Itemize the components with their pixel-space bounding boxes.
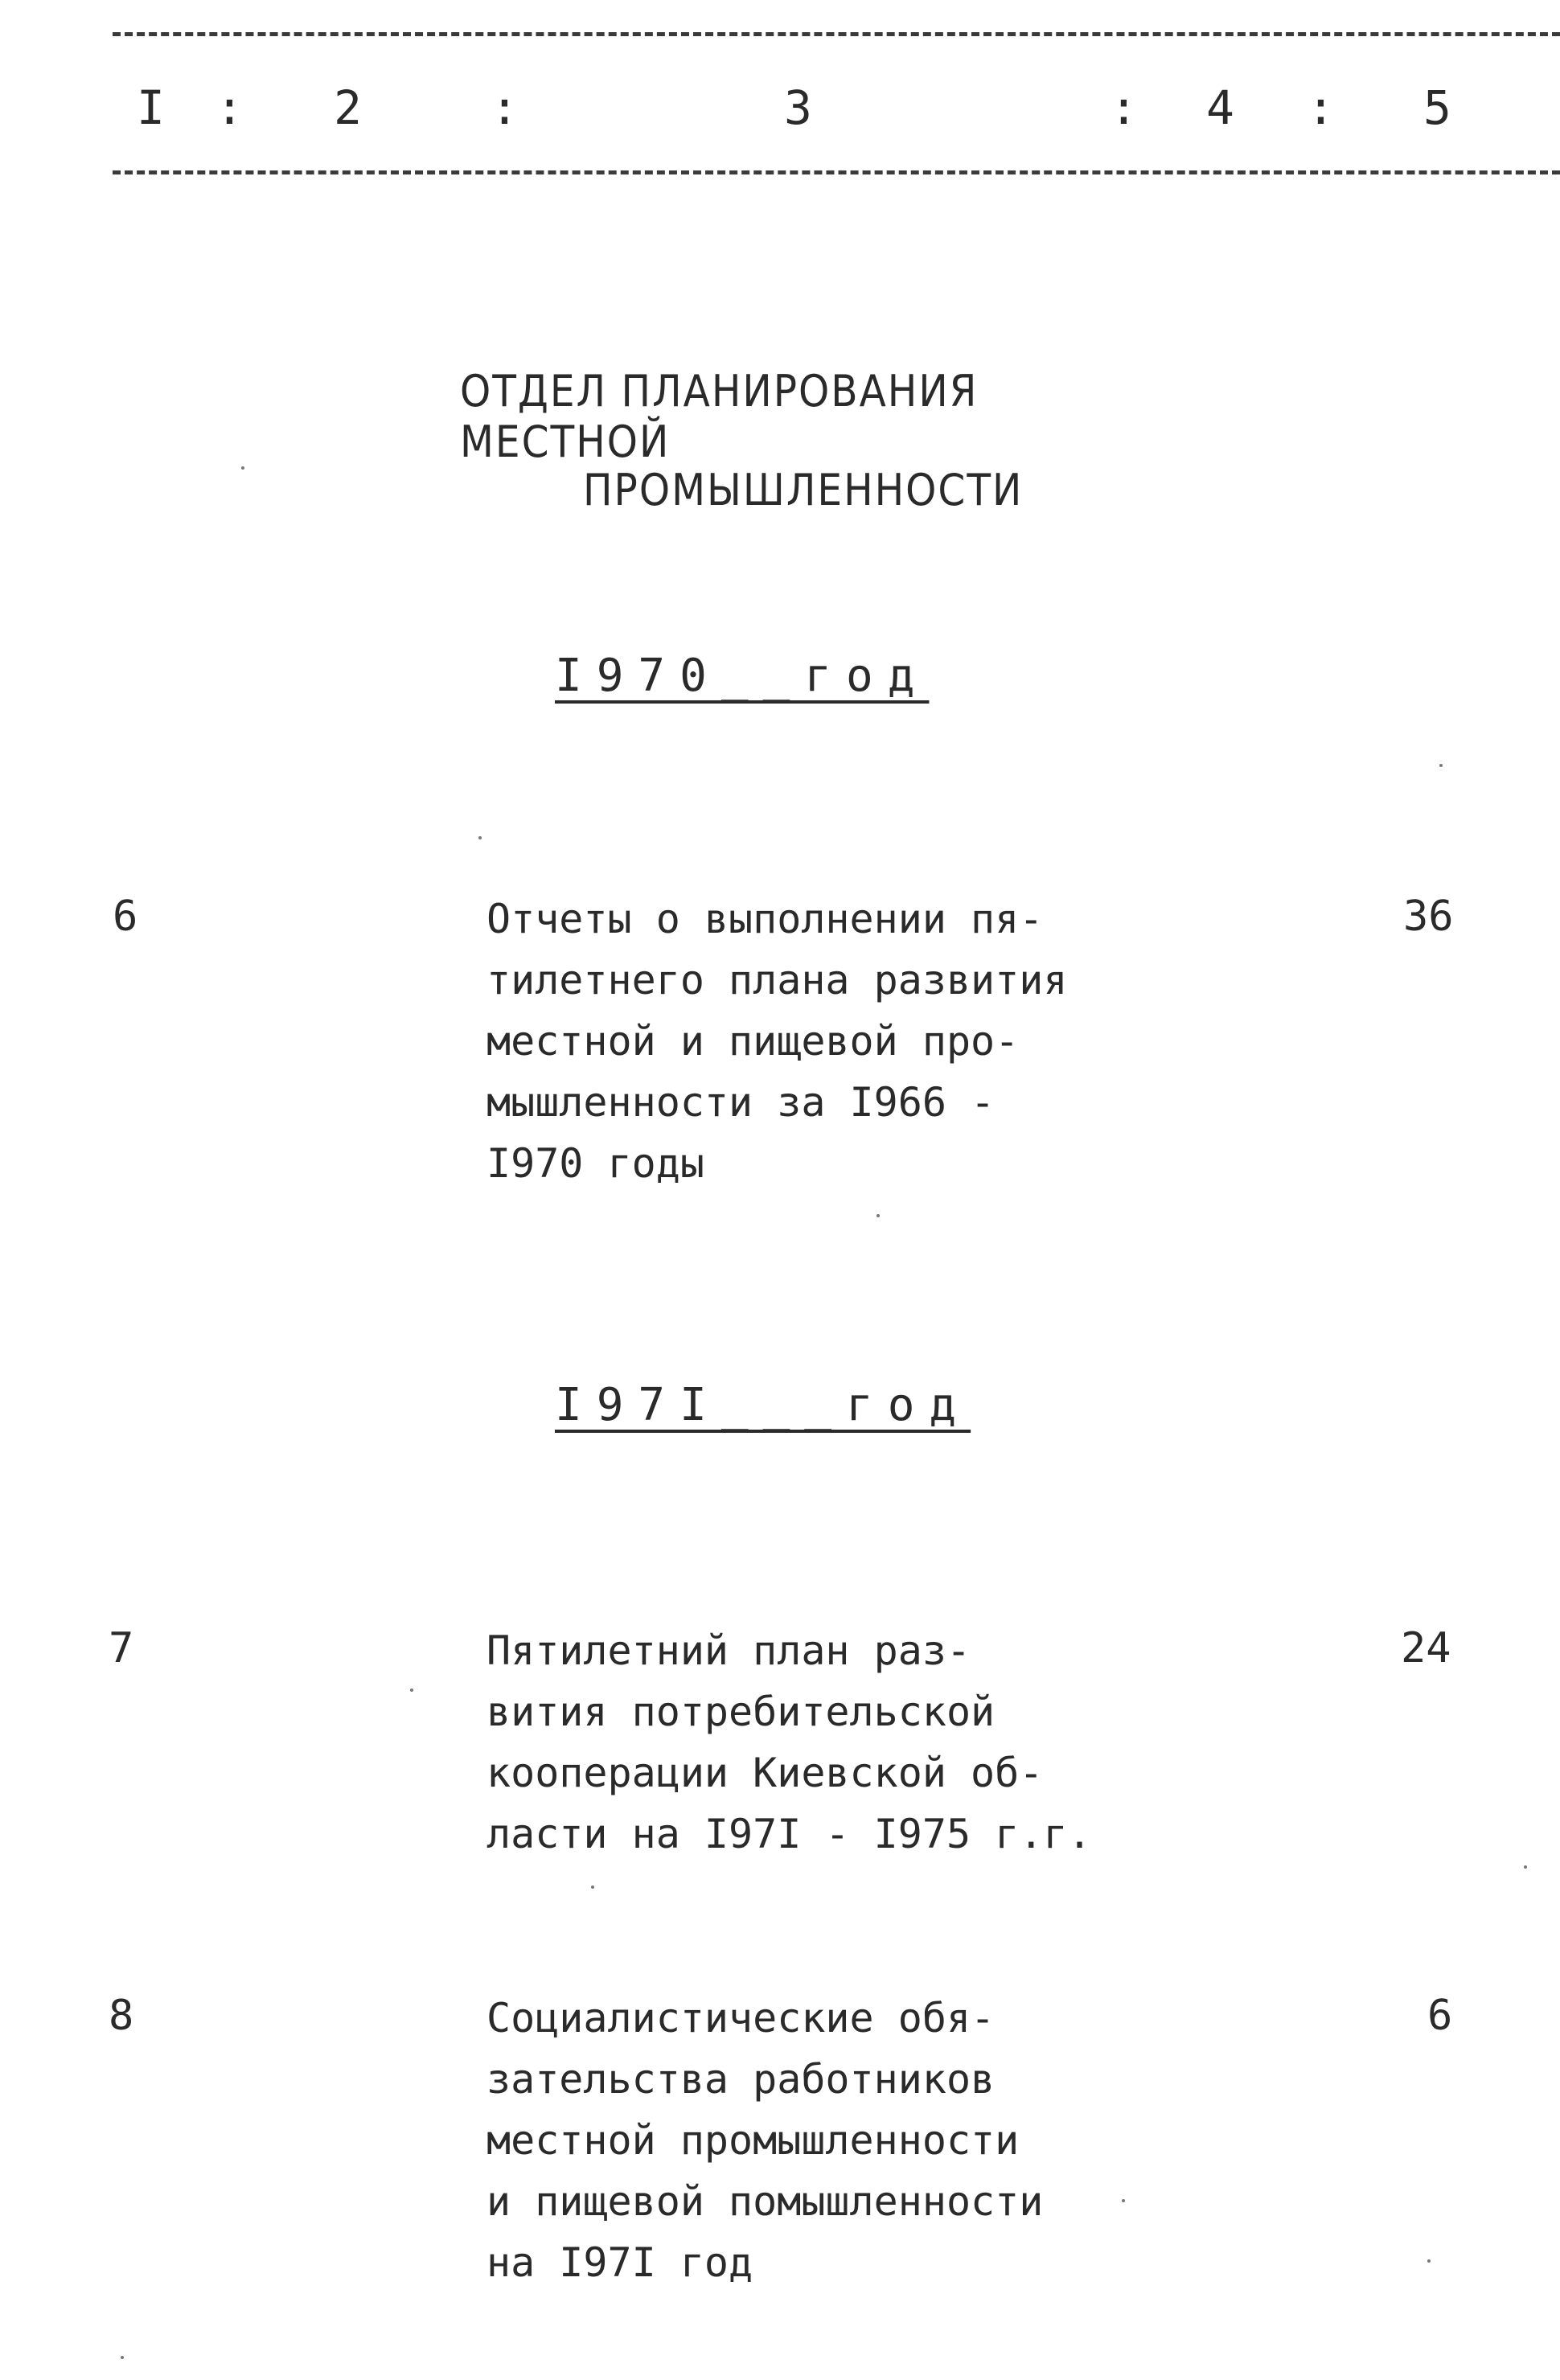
entry-description: Отчеты о выполнении пя- тилетнего плана развития местной и пищевой про- мышленности за I966 - I970 годы: [486, 896, 1068, 1187]
column-2-number: 2: [334, 80, 362, 135]
column-3-number: 3: [784, 80, 812, 135]
scan-speck: [1524, 1865, 1527, 1869]
entry-description: Социалистические обя- зательства работников местной промышленности и пищевой помышленности на I97I год: [486, 1995, 1044, 2286]
column-number-header: [0, 80, 1560, 137]
column-1-number: I: [137, 80, 165, 135]
column-separator: :: [1110, 80, 1138, 135]
entry-description: Пятилетний план раз- вития потребительской кооперации Киевской об- ласти на I97I - I975 г.г.: [486, 1627, 1092, 1857]
header-top-rule: [113, 32, 1560, 36]
header-bottom-rule: [113, 170, 1560, 174]
entry-number: 7: [109, 1624, 134, 1672]
scan-speck: [1439, 764, 1443, 767]
year-heading-1971: I97I___год: [555, 1379, 971, 1431]
scan-speck: [121, 2356, 124, 2359]
year-heading-1970: I970__год: [555, 650, 930, 702]
column-separator: :: [216, 80, 244, 135]
entry-number: 6: [113, 892, 138, 941]
scan-speck: [1427, 2259, 1431, 2263]
scan-speck: [410, 1689, 413, 1692]
scan-speck: [241, 466, 244, 470]
column-separator: :: [1307, 80, 1335, 135]
scan-speck: [1122, 2199, 1125, 2202]
scan-speck: [478, 836, 482, 839]
column-separator: :: [491, 80, 519, 135]
entry-sheet-count: 6: [1427, 1992, 1453, 2040]
column-4-number: 4: [1206, 80, 1234, 135]
entry-number: 8: [109, 1992, 134, 2040]
scan-speck: [591, 1886, 594, 1889]
department-title-line-2: ПРОМЫШЛЕННОСТИ: [583, 465, 1024, 515]
department-title-line-1: ОТДЕЛ ПЛАНИРОВАНИЯ МЕСТНОЙ: [460, 366, 979, 467]
entry-sheet-count: 24: [1401, 1624, 1451, 1672]
scan-speck: [876, 1214, 880, 1217]
entry-sheet-count: 36: [1403, 892, 1454, 941]
column-5-number: 5: [1423, 80, 1451, 135]
